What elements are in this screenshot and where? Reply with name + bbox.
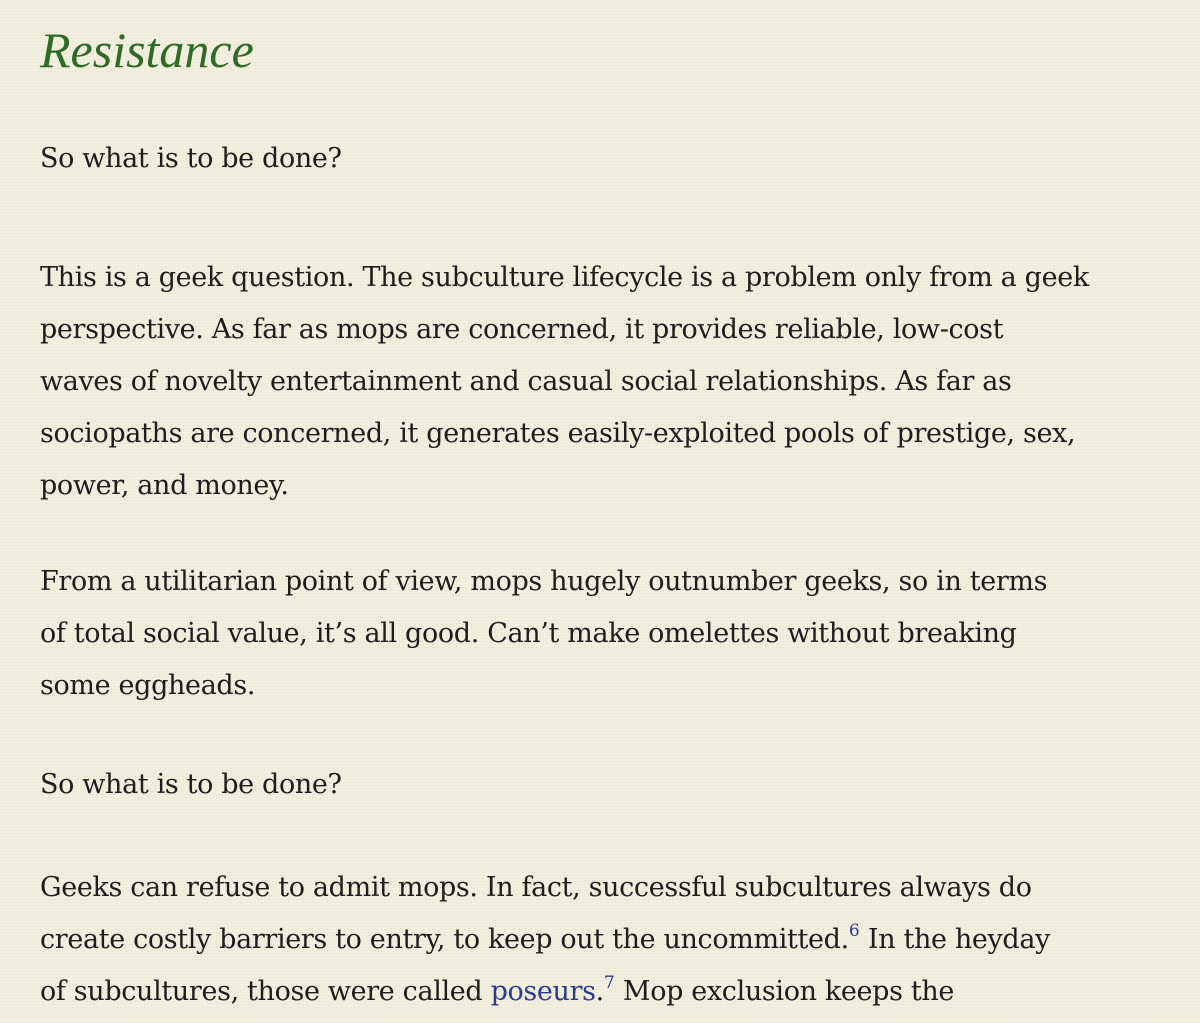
poseurs-link[interactable]: poseurs: [490, 976, 596, 1007]
text-line: some eggheads.: [40, 670, 256, 701]
text-line: This is a geek question. The subculture lifecycle is a problem only from a geek: [40, 262, 1089, 293]
text-fragment: of subcultures, those were called: [40, 976, 491, 1007]
text-line: [40, 966, 1170, 1018]
footnote-7-link[interactable]: 7: [603, 973, 615, 993]
paragraph-geek-question: [40, 252, 1170, 512]
text-line: sociopaths are concerned, it generates easily-exploited pools of prestige, sex,: [40, 418, 1076, 449]
text-line: So what is to be done?: [40, 769, 342, 800]
text-fragment: In the heyday: [859, 924, 1051, 955]
text-fragment: create costly barriers to entry, to keep out the uncommitted.: [40, 924, 849, 955]
text-line: of total social value, it’s all good. Can’t make omelettes without breaking: [40, 618, 1017, 649]
text-line: So what is to be done?: [40, 143, 342, 174]
text-fragment: Mop exclusion keeps the: [614, 976, 954, 1007]
text-fragment: .: [595, 976, 604, 1007]
text-line: waves of novelty entertainment and casual social relationships. As far as: [40, 366, 1012, 397]
text-line: [40, 914, 1170, 966]
paragraph-question-1: [40, 133, 1170, 185]
section-heading: Resistance: [40, 22, 254, 78]
text-line: From a utilitarian point of view, mops hugely outnumber geeks, so in terms: [40, 566, 1048, 597]
text-line: perspective. As far as mops are concerned, it provides reliable, low-cost: [40, 314, 1004, 345]
paragraph-refuse-mops: [40, 862, 1170, 1018]
text-line: power, and money.: [40, 470, 289, 501]
paragraph-utilitarian: [40, 556, 1170, 712]
footnote-6-link[interactable]: 6: [848, 921, 860, 941]
text-line: Geeks can refuse to admit mops. In fact, successful subcultures always do: [40, 872, 1032, 903]
paragraph-question-2: [40, 759, 1170, 811]
